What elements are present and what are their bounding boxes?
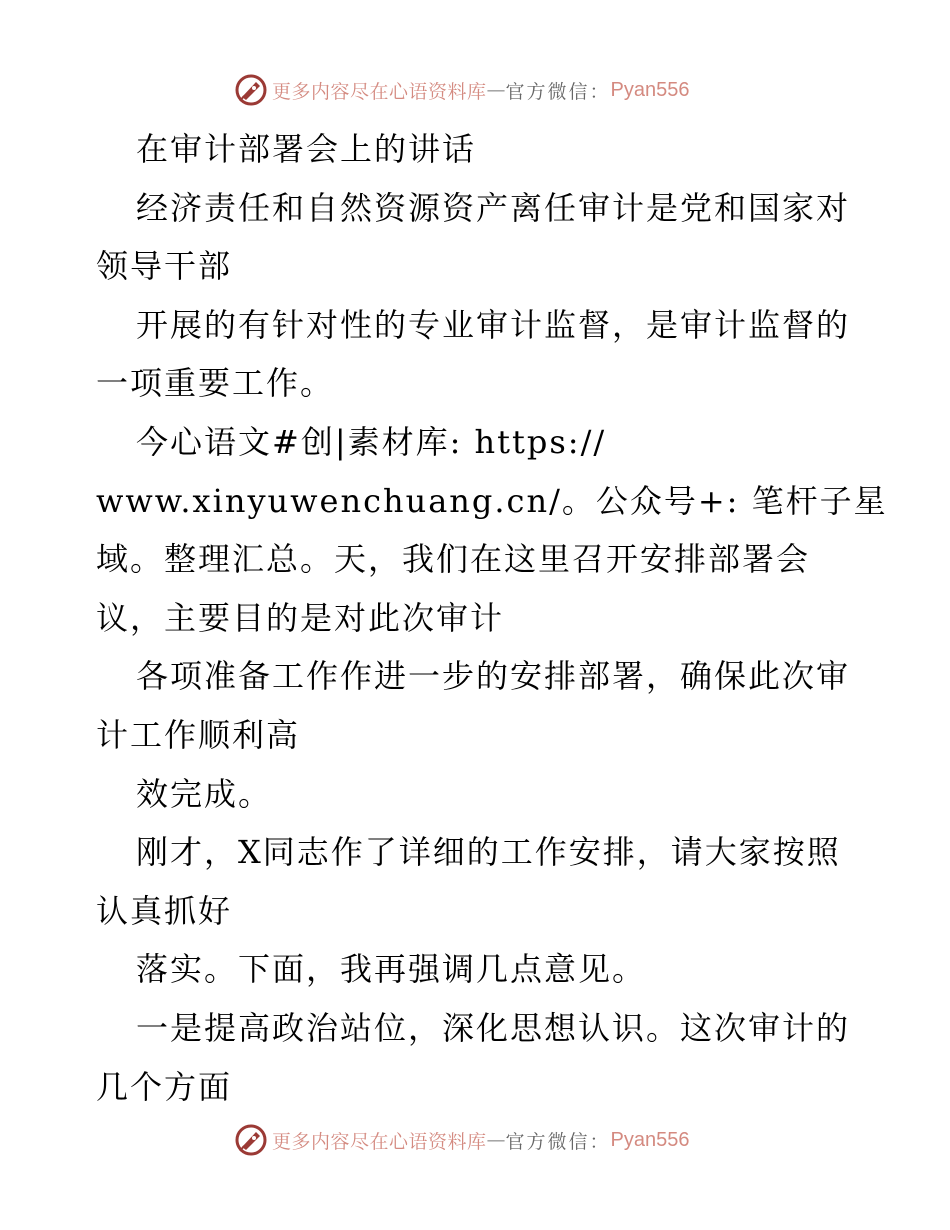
header-site-text: 更多内容尽在心语资料库 <box>272 80 487 103</box>
text-line: 一项重要工作。 <box>96 364 335 403</box>
text-line: 领导干部 <box>96 247 233 286</box>
header-wechat-label: 官方微信： <box>505 80 611 103</box>
text-line: 各项准备工作作进一步的安排部署，确保此次审 <box>136 657 851 696</box>
text-line: 效完成。 <box>136 774 273 813</box>
text-line: 经济责任和自然资源资产离任审计是党和国家对 <box>136 188 851 227</box>
text-line: 刚才，X同志作了详细的工作安排，请大家按照 <box>136 833 841 872</box>
text-line: www.xinyuwenchuang.cn/。公众号+: 笔杆子星 <box>96 481 888 520</box>
text-line: 一是提高政治站位，深化思想认识。这次审计的 <box>136 1008 851 1047</box>
document-body <box>96 120 888 1116</box>
footer-dash: — <box>486 1129 506 1151</box>
text-line: 议，主要目的是对此次审计 <box>96 598 505 637</box>
text-line: 开展的有针对性的专业审计监督，是审计监督的 <box>136 305 851 344</box>
text-line: 计工作顺利高 <box>96 715 301 754</box>
footer-wechat-id: Pyan556 <box>610 1128 690 1151</box>
footer-banner <box>234 1120 714 1160</box>
footer-site-text: 更多内容尽在心语资料库 <box>272 1130 487 1153</box>
pen-nib-logo-icon <box>234 73 268 107</box>
document-title: 在审计部署会上的讲话 <box>136 130 477 168</box>
text-line: 几个方面 <box>96 1067 233 1106</box>
text-line: 今心语文#创|素材库: https:// <box>136 422 607 461</box>
header-banner <box>234 70 714 110</box>
text-line: 认真抓好 <box>96 891 233 930</box>
header-dash: — <box>486 79 506 101</box>
text-line: 域。整理汇总。天，我们在这里召开安排部署会 <box>96 540 811 579</box>
header-wechat-id: Pyan556 <box>610 78 690 101</box>
pen-nib-logo-icon <box>234 1123 268 1157</box>
footer-wechat-label: 官方微信： <box>505 1130 611 1153</box>
text-line: 落实。下面，我再强调几点意见。 <box>136 950 647 989</box>
